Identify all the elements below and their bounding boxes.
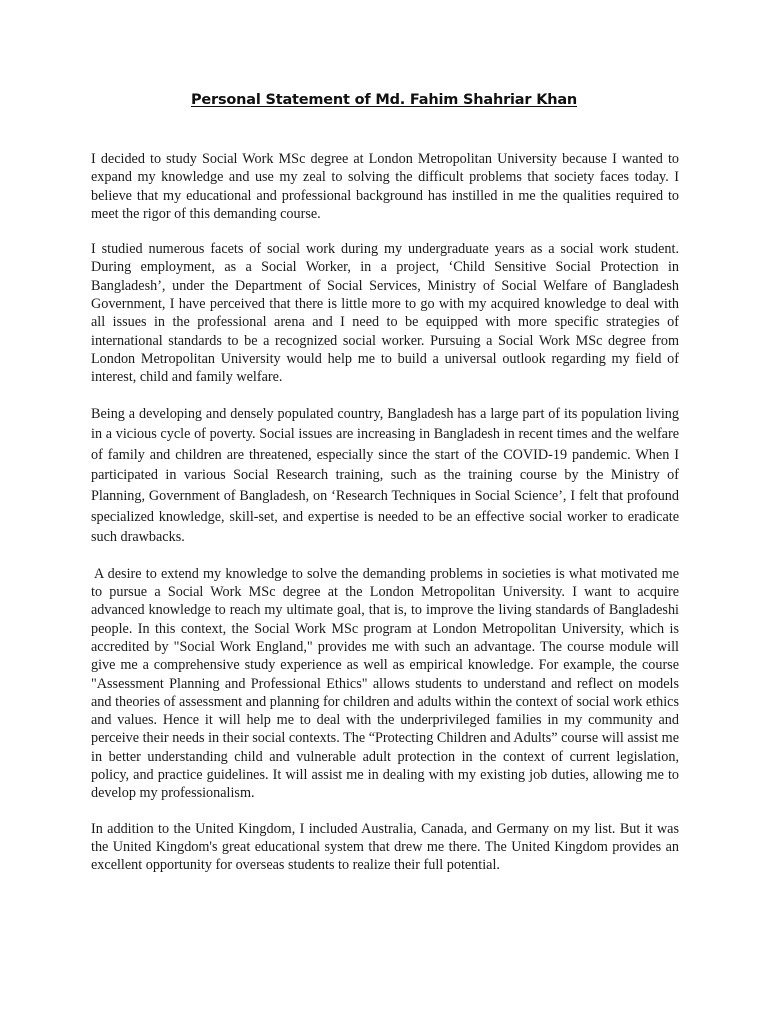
statement-body [91, 150, 679, 891]
paragraph-bangladesh-context: Being a developing and densely populated country, Bangladesh has a large part of its population living in a vicious cycle of poverty. Social issues are increasing in Bangladesh in recent times and the welfare of family and children are threatened, especially since the start of the COVID-19 pandemic. When I participated in various Social Research training, such as the training course by the Ministry of Planning, Government of Bangladesh, on ‘Research Techniques in Social Science’, I felt that profound specialized knowledge, skill-set, and expertise is needed to be an effective social worker to eradicate such drawbacks. [91, 405, 679, 546]
page-title: Personal Statement of Md. Fahim Shahriar Khan [190, 92, 578, 108]
paragraph-uk-choice: In addition to the United Kingdom, I included Australia, Canada, and Germany on my list. But it was the United Kingdom's great educational system that drew me there. The United Kingdom provides an excellent opportunity for overseas students to realize their full potential. [91, 820, 679, 874]
paragraph-program-choice: A desire to extend my knowledge to solve the demanding problems in societies is what motivated me to pursue a Social Work MSc degree at the London Metropolitan University. I want to acquire advanced knowledge to reach my ultimate goal, that is, to improve the living standards of Bangladeshi people. In this context, the Social Work MSc program at London Metropolitan University, which is accredited by "Social Work England," provides me with such an advantage. The course module will give me a comprehensive study experience as well as empirical knowledge. For example, the course "Assessment Planning and Professional Ethics" allows students to understand and reflect on models and theories of assessment and planning for children and adults within the context of social work ethics and values. Hence it will help me to deal with the underprivileged families in my community and perceive their needs in their social contexts. The “Protecting Children and Adults” course will assist me in better understanding child and vulnerable adult protection in the context of current legislation, policy, and practice guidelines. It will assist me in dealing with my existing job duties, allowing me to develop my professionalism. [91, 565, 679, 802]
paragraph-motivation: I decided to study Social Work MSc degree at London Metropolitan University because I wanted to expand my knowledge and use my zeal to solving the difficult problems that society faces today. I believe that my educational and professional background has instilled in me the qualities required to meet the rigor of this demanding course. [91, 151, 679, 222]
paragraph-experience: I studied numerous facets of social work during my undergraduate years as a social work student. During employment, as a Social Worker, in a project, ‘Child Sensitive Social Protection in Bangladesh’, under the Department of Social Services, Ministry of Social Welfare of Bangladesh Government, I have perceived that there is little more to go with my acquired knowledge to deal with all issues in the professional arena and I need to be equipped with more specific strategies of international standards to be a recognized social worker. Pursuing a Social Work MSc degree from London Metropolitan University would help me to build a universal outlook regarding my field of interest, child and family welfare. [91, 241, 679, 386]
